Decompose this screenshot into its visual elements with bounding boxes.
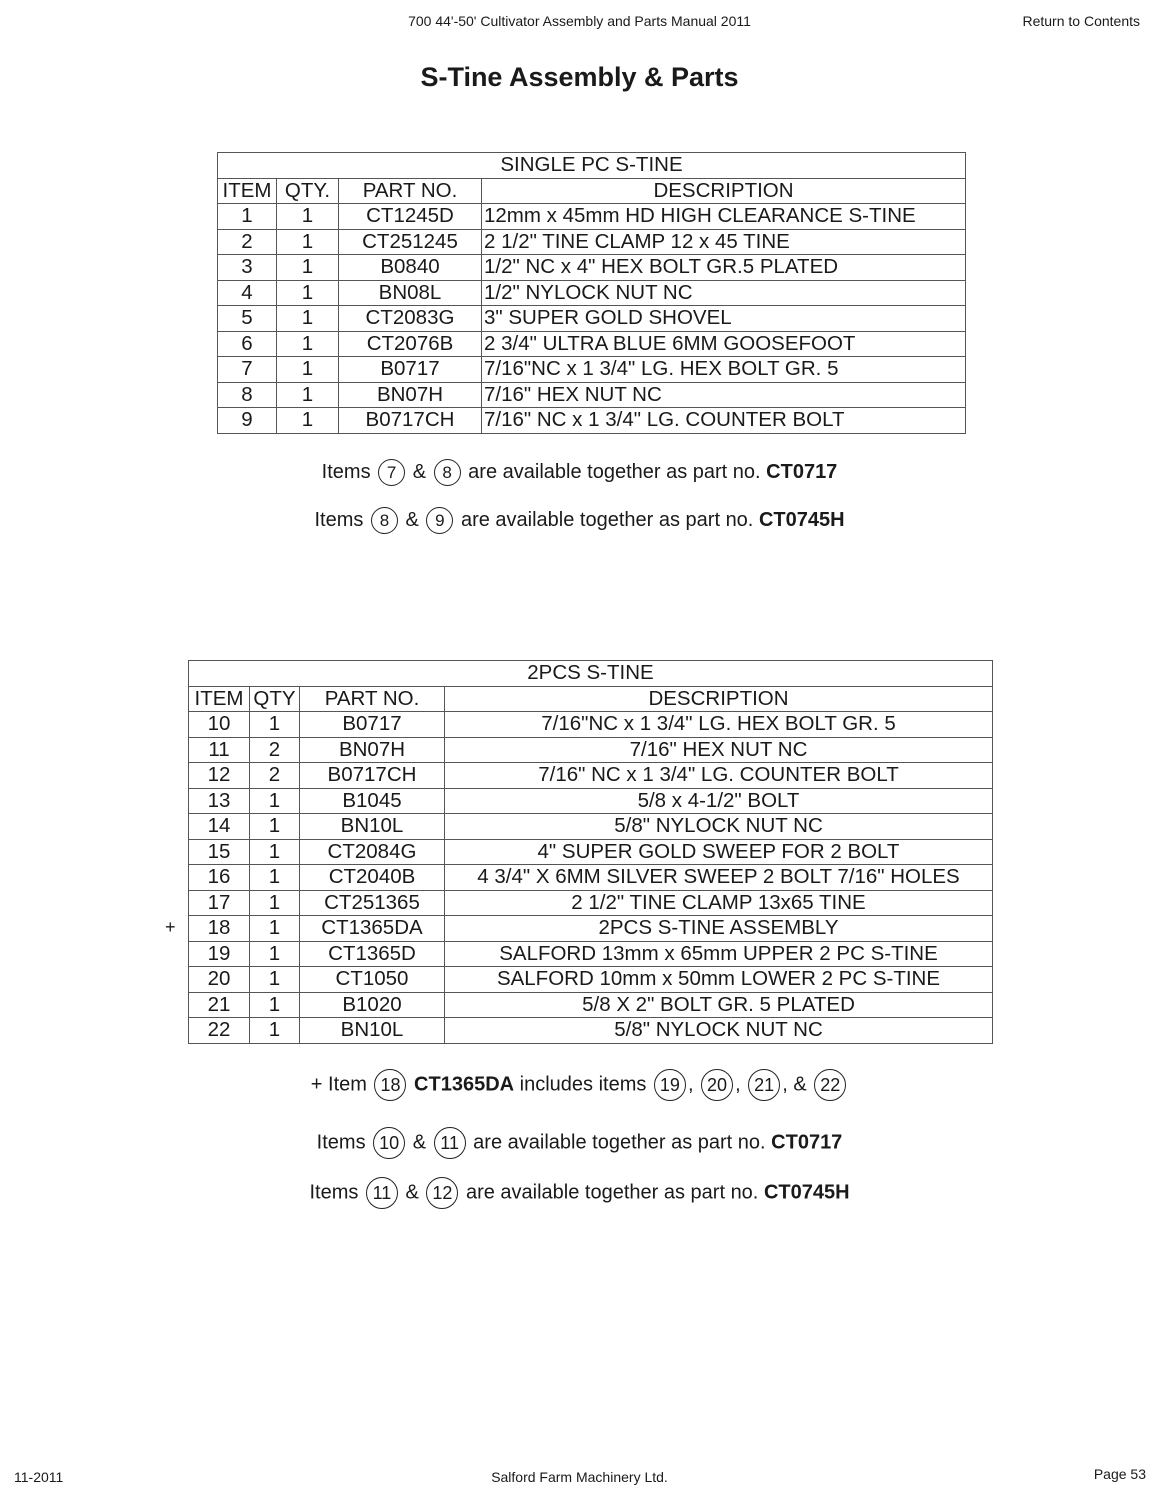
cell-description: 7/16" NC x 1 3/4" LG. COUNTER BOLT — [445, 763, 993, 789]
column-header-qty: QTY. — [277, 178, 339, 204]
cell-part-no: CT1050 — [300, 967, 445, 993]
table-row — [218, 357, 966, 383]
cell-item: 3 — [218, 255, 277, 281]
cell-item: 21 — [189, 992, 250, 1018]
cell-part-no: BN07H — [300, 737, 445, 763]
cell-item: 4 — [218, 280, 277, 306]
item-number-circle: 19 — [654, 1069, 686, 1101]
cell-description: 5/8" NYLOCK NUT NC — [445, 814, 993, 840]
cell-part-no: CT1245D — [339, 204, 482, 230]
cell-description: 4 3/4" X 6MM SILVER SWEEP 2 BOLT 7/16" HOLES — [445, 865, 993, 891]
table-row — [189, 992, 993, 1018]
cell-qty: 1 — [277, 204, 339, 230]
note-text: Items — [309, 1181, 359, 1204]
cell-qty: 1 — [250, 839, 300, 865]
cell-qty: 1 — [250, 941, 300, 967]
cell-description: 7/16"NC x 1 3/4" LG. HEX BOLT GR. 5 — [482, 357, 966, 383]
cell-item: 8 — [218, 382, 277, 408]
item-number-circle: 10 — [373, 1127, 405, 1159]
two-pc-s-tine-table — [188, 660, 993, 1044]
note-text: & — [412, 461, 427, 483]
cell-qty: 1 — [277, 408, 339, 434]
cell-part-no: B0840 — [339, 255, 482, 281]
item-number-circle: 8 — [434, 459, 461, 486]
cell-part-no: BN08L — [339, 280, 482, 306]
note-text: , — [782, 1073, 788, 1096]
footer-company: Salford Farm Machinery Ltd. — [491, 1469, 668, 1485]
cell-description: 5/8" NYLOCK NUT NC — [445, 1018, 993, 1044]
cell-description: 2 3/4" ULTRA BLUE 6MM GOOSEFOOT — [482, 331, 966, 357]
cell-description: 2PCS S-TINE ASSEMBLY — [445, 916, 993, 942]
cell-qty: 1 — [277, 331, 339, 357]
table-row — [218, 280, 966, 306]
note-text: Items — [314, 509, 364, 531]
cell-part-no: CT2083G — [339, 306, 482, 332]
item-number-circle: 11 — [434, 1127, 466, 1159]
table-row — [189, 941, 993, 967]
item-number-circle: 9 — [426, 507, 453, 534]
table-body — [189, 712, 993, 1044]
note-text: & — [793, 1073, 807, 1096]
note-items-11-12 — [0, 1177, 1159, 1209]
cell-part-no: BN07H — [339, 382, 482, 408]
item-number-circle: 22 — [814, 1069, 846, 1101]
cell-description: 12mm x 45mm HD HIGH CLEARANCE S-TINE — [482, 204, 966, 230]
cell-item: 20 — [189, 967, 250, 993]
cell-qty: 1 — [250, 865, 300, 891]
note-text: & — [405, 509, 419, 531]
cell-description: SALFORD 13mm x 65mm UPPER 2 PC S-TINE — [445, 941, 993, 967]
cell-item: 17 — [189, 890, 250, 916]
cell-item: 1 — [218, 204, 277, 230]
page-title: S-Tine Assembly & Parts — [420, 62, 739, 92]
cell-description: 2 1/2" TINE CLAMP 12 x 45 TINE — [482, 229, 966, 255]
cell-qty: 2 — [250, 763, 300, 789]
cell-description: 7/16" NC x 1 3/4" LG. COUNTER BOLT — [482, 408, 966, 434]
note-text: & — [412, 1131, 427, 1154]
table-row — [218, 229, 966, 255]
cell-item: 6 — [218, 331, 277, 357]
cell-part-no: CT1365DA — [300, 916, 445, 942]
cell-qty: 1 — [277, 357, 339, 383]
table-row — [218, 255, 966, 281]
note-items-8-9 — [0, 505, 1159, 535]
table-row — [218, 204, 966, 230]
note-items-10-11 — [0, 1127, 1159, 1159]
cell-item: 16 — [189, 865, 250, 891]
table-caption: 2PCS S-TINE — [189, 661, 993, 687]
cell-description: 7/16"NC x 1 3/4" LG. HEX BOLT GR. 5 — [445, 712, 993, 738]
cell-description: 2 1/2" TINE CLAMP 13x65 TINE — [445, 890, 993, 916]
cell-qty: 1 — [250, 992, 300, 1018]
table-row — [218, 331, 966, 357]
cell-part-no: B0717CH — [339, 408, 482, 434]
cell-item: 14 — [189, 814, 250, 840]
part-number: CT0717 — [771, 1131, 843, 1154]
cell-item: 13 — [189, 788, 250, 814]
table-row — [189, 916, 993, 942]
note-text: Items — [316, 1131, 366, 1154]
table-row — [218, 382, 966, 408]
table-row — [189, 788, 993, 814]
cell-part-no: BN10L — [300, 814, 445, 840]
table-row — [189, 814, 993, 840]
cell-item: 7 — [218, 357, 277, 383]
footer-date: 11-2011 — [14, 1469, 64, 1485]
assembly-plus-marker: + — [165, 917, 176, 937]
note-text: are available together as part no. — [460, 509, 754, 531]
cell-item: 10 — [189, 712, 250, 738]
cell-item: 19 — [189, 941, 250, 967]
cell-part-no: CT251365 — [300, 890, 445, 916]
table-row — [189, 1018, 993, 1044]
column-header-item: ITEM — [218, 178, 277, 204]
item-number-circle: 18 — [374, 1069, 406, 1101]
cell-description: 3" SUPER GOLD SHOVEL — [482, 306, 966, 332]
cell-qty: 2 — [250, 737, 300, 763]
note-text: & — [405, 1181, 419, 1204]
cell-part-no: CT2040B — [300, 865, 445, 891]
note-text: are available together as part no. — [465, 1181, 759, 1204]
table-row — [189, 839, 993, 865]
part-number: CT1365DA — [414, 1073, 515, 1096]
table-row — [189, 865, 993, 891]
part-number: CT0717 — [766, 461, 838, 483]
cell-part-no: CT2084G — [300, 839, 445, 865]
return-to-contents-link[interactable]: Return to Contents — [1022, 13, 1140, 29]
cell-item: 5 — [218, 306, 277, 332]
cell-part-no: BN10L — [300, 1018, 445, 1044]
cell-part-no: CT1365D — [300, 941, 445, 967]
cell-qty: 1 — [277, 382, 339, 408]
cell-description: 4" SUPER GOLD SWEEP FOR 2 BOLT — [445, 839, 993, 865]
cell-part-no: B0717 — [339, 357, 482, 383]
cell-part-no: B0717CH — [300, 763, 445, 789]
item-number-circle: 11 — [366, 1177, 398, 1209]
column-header-part-no: PART NO. — [300, 686, 445, 712]
note-text: includes items — [519, 1073, 647, 1096]
header-title: 700 44'-50' Cultivator Assembly and Parts Manual 2011 — [408, 13, 751, 29]
table-row — [189, 712, 993, 738]
cell-qty: 1 — [277, 255, 339, 281]
note-text: are available together as part no. — [473, 1131, 766, 1154]
cell-item: 18 — [189, 916, 250, 942]
cell-qty: 1 — [250, 814, 300, 840]
note-text: Items — [321, 461, 371, 483]
cell-qty: 1 — [250, 712, 300, 738]
table-body — [218, 204, 966, 434]
table-row — [189, 890, 993, 916]
cell-part-no: B1020 — [300, 992, 445, 1018]
cell-qty: 1 — [250, 1018, 300, 1044]
part-number: CT0745H — [763, 1181, 850, 1204]
table-row — [218, 408, 966, 434]
cell-qty: 1 — [250, 916, 300, 942]
column-header-part-no: PART NO. — [339, 178, 482, 204]
item-number-circle: 8 — [371, 507, 398, 534]
cell-item: 15 — [189, 839, 250, 865]
note-text: , — [687, 1073, 694, 1096]
item-number-circle: 12 — [426, 1177, 458, 1209]
table-row — [218, 306, 966, 332]
column-header-description: DESCRIPTION — [482, 178, 966, 204]
column-header-qty: QTY — [250, 686, 300, 712]
table-row — [189, 763, 993, 789]
cell-description: SALFORD 10mm x 50mm LOWER 2 PC S-TINE — [445, 967, 993, 993]
cell-description: 5/8 x 4-1/2" BOLT — [445, 788, 993, 814]
cell-part-no: CT251245 — [339, 229, 482, 255]
note-item-18-includes — [0, 1069, 1159, 1101]
cell-description: 7/16" HEX NUT NC — [482, 382, 966, 408]
note-text: , — [735, 1073, 741, 1096]
note-text: are available together as part no. — [468, 461, 761, 483]
cell-qty: 1 — [277, 280, 339, 306]
cell-item: 12 — [189, 763, 250, 789]
table-row — [189, 967, 993, 993]
cell-qty: 1 — [277, 229, 339, 255]
cell-part-no: B1045 — [300, 788, 445, 814]
single-pc-s-tine-table — [217, 152, 966, 434]
cell-description: 7/16" HEX NUT NC — [445, 737, 993, 763]
item-number-circle: 21 — [748, 1069, 780, 1101]
item-number-circle: 20 — [701, 1069, 733, 1101]
cell-part-no: CT2076B — [339, 331, 482, 357]
item-number-circle: 7 — [378, 459, 405, 486]
cell-item: 2 — [218, 229, 277, 255]
table-caption: SINGLE PC S-TINE — [218, 153, 966, 179]
cell-qty: 1 — [250, 788, 300, 814]
cell-item: 9 — [218, 408, 277, 434]
note-text: + Item — [310, 1073, 367, 1096]
part-number: CT0745H — [758, 509, 845, 531]
cell-item: 11 — [189, 737, 250, 763]
cell-part-no: B0717 — [300, 712, 445, 738]
footer-page-number: Page 53 — [1093, 1466, 1146, 1482]
cell-description: 1/2" NC x 4" HEX BOLT GR.5 PLATED — [482, 255, 966, 281]
cell-description: 5/8 X 2" BOLT GR. 5 PLATED — [445, 992, 993, 1018]
cell-item: 22 — [189, 1018, 250, 1044]
column-header-description: DESCRIPTION — [445, 686, 993, 712]
cell-description: 1/2" NYLOCK NUT NC — [482, 280, 966, 306]
column-header-item: ITEM — [189, 686, 250, 712]
cell-qty: 1 — [250, 967, 300, 993]
cell-qty: 1 — [277, 306, 339, 332]
cell-qty: 1 — [250, 890, 300, 916]
note-items-7-8 — [0, 457, 1159, 487]
table-row — [189, 737, 993, 763]
